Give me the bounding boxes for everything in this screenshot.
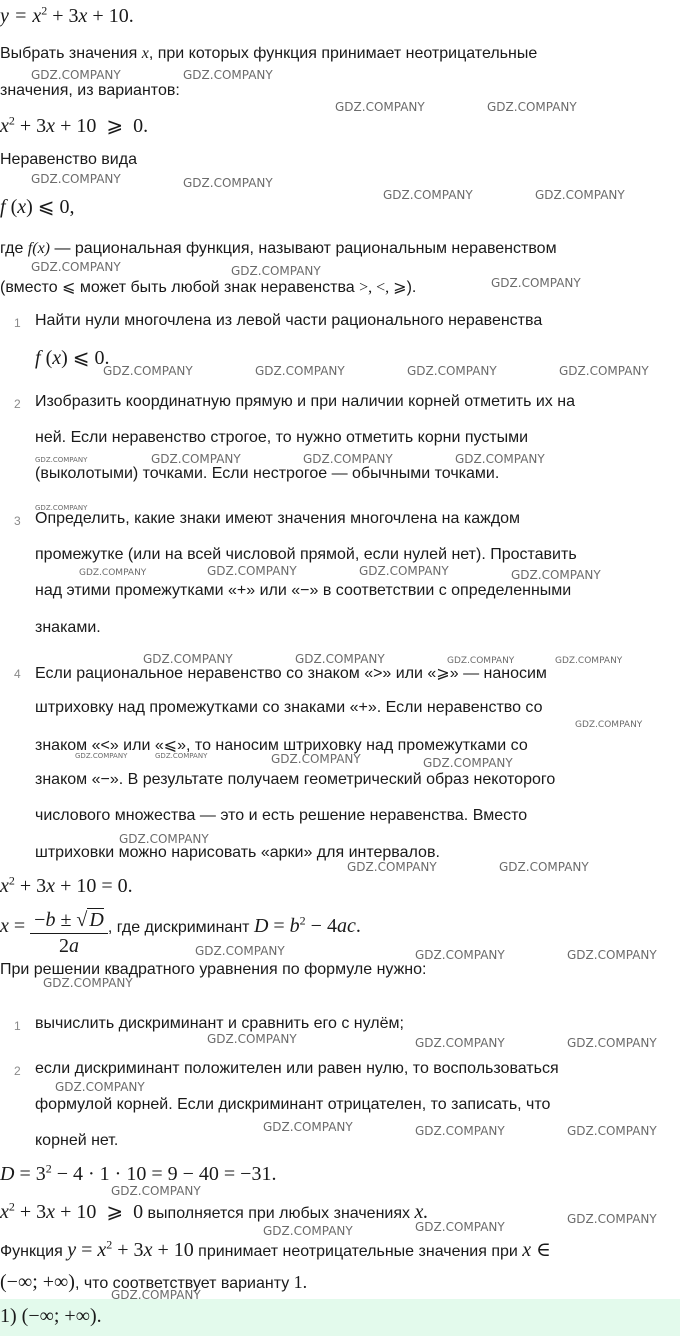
root-formula: x = $\frac{-b \pm √ D}{2a}$ , где дискриминант $D = b^2 - 4ac$. (0, 909, 361, 957)
quadratic-equation: $x^2 + 3x + 10 = 0$. (0, 873, 133, 897)
watermark: GDZ.COMPANY (455, 452, 545, 466)
watermark: GDZ.COMPANY (359, 564, 449, 578)
definition-instead: (вместо ⩽ может быть любой знак неравенства >, <, ⩾). (0, 279, 417, 296)
watermark: GDZ.COMPANY (407, 364, 497, 378)
quad-step-2-line: формулой корней. Если дискриминант отрицателен, то записать, что (35, 1096, 551, 1113)
step-2-line: Изобразить координатную прямую и при наличии корней отметить их на (35, 393, 575, 410)
watermark: GDZ.COMPANY (263, 1224, 353, 1238)
watermark: GDZ.COMPANY (195, 944, 285, 958)
watermark: GDZ.COMPANY (151, 452, 241, 466)
watermark: GDZ.COMPANY (423, 756, 513, 770)
watermark: GDZ.COMPANY (231, 264, 321, 278)
watermark: GDZ.COMPANY (183, 176, 273, 190)
watermark: GDZ.COMPANY (415, 1220, 505, 1234)
watermark: GDZ.COMPANY (263, 1120, 353, 1134)
definition-where: где f(x) — рациональная функция, называют рациональным неравенством (0, 240, 557, 257)
conclusion-line1: Функция $y = x^2 + 3x + 10$ принимает неотрицательные значения при x ∈ (0, 1237, 551, 1261)
watermark: GDZ.COMPANY (143, 652, 233, 666)
definition-form: f (x) ⩽ 0, (0, 196, 75, 218)
watermark: GDZ.COMPANY (255, 364, 345, 378)
watermark: GDZ.COMPANY (567, 1036, 657, 1050)
watermark: GDZ.COMPANY (207, 564, 297, 578)
step-4-line: знаком «−». В результате получаем геометрический образ некоторого (35, 771, 556, 788)
step-4-line: Если рациональное неравенство со знаком «>» или «⩾» — наносим (35, 665, 547, 682)
watermark: GDZ.COMPANY (111, 1288, 201, 1302)
step-number: 2 (14, 397, 21, 411)
root-fraction: $\frac{-b \pm √ D}{2a}$ (30, 909, 108, 958)
watermark: GDZ.COMPANY (119, 832, 209, 846)
step-4-line: штриховку над промежутками со знаками «+». Если неравенство со (35, 699, 543, 716)
watermark: GDZ.COMPANY (31, 260, 121, 274)
watermark: GDZ.COMPANY (567, 948, 657, 962)
watermark: GDZ.COMPANY (31, 172, 121, 186)
main-inequality: $x^2 + 3x + 10$ ⩾ 0. (0, 113, 149, 137)
watermark: GDZ.COMPANY (55, 1080, 145, 1094)
watermark: GDZ.COMPANY (79, 568, 147, 578)
step-3-line: над этими промежутками «+» или «−» в соответствии с определенными (35, 582, 572, 599)
watermark: GDZ.COMPANY (271, 752, 361, 766)
watermark: GDZ.COMPANY (535, 188, 625, 202)
watermark: GDZ.COMPANY (415, 1124, 505, 1138)
watermark: GDZ.COMPANY (491, 276, 581, 290)
quad-step-number: 2 (14, 1064, 21, 1078)
step-2-line: ней. Если неравенство строгое, то нужно отметить корни пустыми (35, 429, 529, 446)
watermark: GDZ.COMPANY (511, 568, 601, 582)
watermark: GDZ.COMPANY (335, 100, 425, 114)
step-number: 3 (14, 514, 21, 528)
watermark: GDZ.COMPANY (75, 752, 128, 760)
answer-box (0, 1299, 680, 1336)
watermark: GDZ.COMPANY (567, 1212, 657, 1226)
watermark: GDZ.COMPANY (555, 656, 623, 666)
watermark: GDZ.COMPANY (415, 1036, 505, 1050)
step-number: 1 (14, 316, 21, 330)
quad-step-2-line: корней нет. (35, 1132, 119, 1149)
conclusion-line2: (−∞; +∞), что соответствует варианту 1. (0, 1271, 308, 1293)
step-3-line: Определить, какие знаки имеют значения многочлена на каждом (35, 510, 521, 527)
watermark: GDZ.COMPANY (35, 504, 88, 512)
quad-step-number: 1 (14, 1019, 21, 1033)
watermark: GDZ.COMPANY (111, 1184, 201, 1198)
watermark: GDZ.COMPANY (415, 948, 505, 962)
definition-intro: Неравенство вида (0, 151, 137, 168)
task-text-line1: Выбрать значения x, при которых функция принимает неотрицательные (0, 45, 538, 62)
watermark: GDZ.COMPANY (103, 364, 193, 378)
step-4-line: знаком «<» или «⩽», то наносим штриховку над промежутками со (35, 737, 528, 754)
discriminant-calc: $D = 3^2 - 4 \cdot 1 \cdot 10 = 9 - 40 = -31$. (0, 1161, 277, 1185)
inequality-holds: $x^2 + 3x + 10$ ⩾ 0 выполняется при любых значениях x. (0, 1199, 429, 1223)
step-3-line: знаками. (35, 619, 101, 636)
watermark: GDZ.COMPANY (559, 364, 649, 378)
watermark: GDZ.COMPANY (567, 1124, 657, 1138)
watermark: GDZ.COMPANY (183, 68, 273, 82)
step-3-line: промежутке (или на всей числовой прямой, если нулей нет). Проставить (35, 546, 577, 563)
watermark: GDZ.COMPANY (487, 100, 577, 114)
quad-step-2-line: если дискриминант положителен или равен нулю, то воспользоваться (35, 1060, 559, 1077)
function-equation: $y = x^2 + 3x + 10$. (0, 3, 134, 27)
watermark: GDZ.COMPANY (499, 860, 589, 874)
step-1-line: Найти нули многочлена из левой части рационального неравенства (35, 312, 543, 329)
quad-step-1-line: вычислить дискриминант и сравнить его с нулём; (35, 1015, 404, 1032)
watermark: GDZ.COMPANY (155, 752, 208, 760)
watermark: GDZ.COMPANY (31, 68, 121, 82)
watermark: GDZ.COMPANY (295, 652, 385, 666)
watermark: GDZ.COMPANY (303, 452, 393, 466)
task-text-line2: значения, из вариантов: (0, 82, 180, 99)
watermark: GDZ.COMPANY (383, 188, 473, 202)
step-number: 4 (14, 667, 21, 681)
step-4-line: числового множества — это и есть решение неравенства. Вместо (35, 807, 528, 824)
watermark: GDZ.COMPANY (575, 720, 643, 730)
watermark: GDZ.COMPANY (207, 1032, 297, 1046)
watermark: GDZ.COMPANY (43, 976, 133, 990)
watermark: GDZ.COMPANY (447, 656, 515, 666)
answer-text: 1) (−∞; +∞). (0, 1305, 102, 1327)
watermark: GDZ.COMPANY (35, 456, 88, 464)
step-1-formula: f (x) ⩽ 0. (35, 347, 110, 369)
watermark: GDZ.COMPANY (347, 860, 437, 874)
step-4-line: штриховки можно нарисовать «арки» для интервалов. (35, 844, 440, 861)
step-2-line: (выколотыми) точками. Если нестрогое — обычными точками. (35, 465, 500, 482)
quadratic-rule-intro: При решении квадратного уравнения по формуле нужно: (0, 961, 427, 978)
